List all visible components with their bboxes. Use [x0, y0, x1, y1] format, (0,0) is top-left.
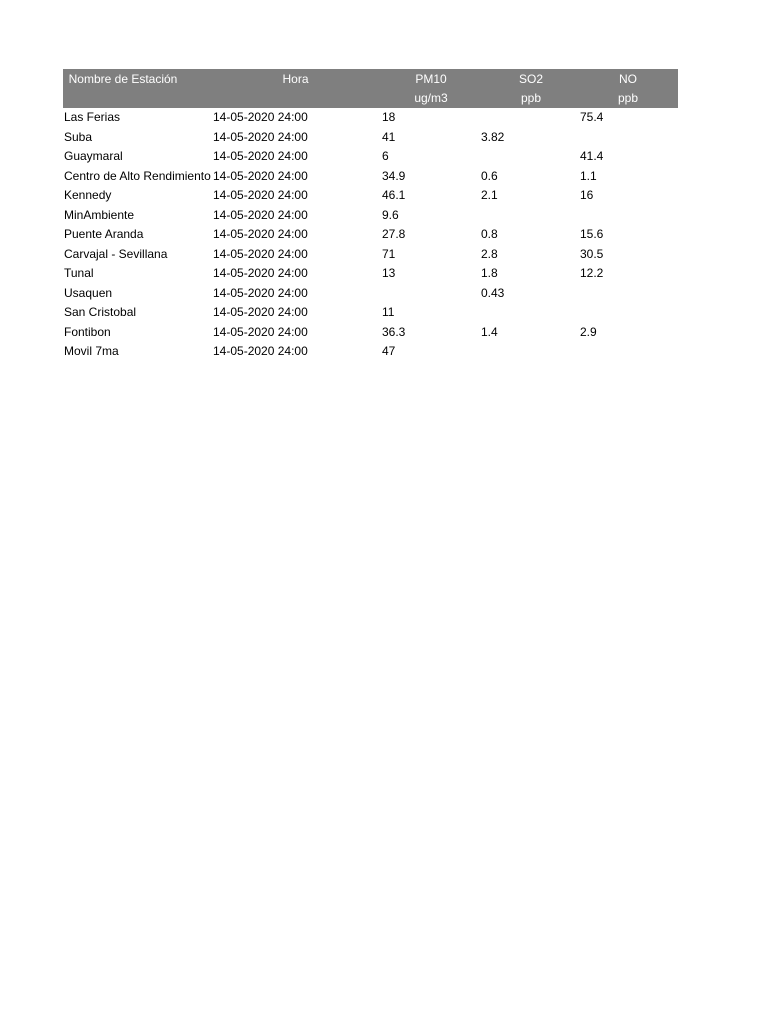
cell-hora: 14-05-2020 24:00: [213, 207, 308, 222]
table-row: [63, 323, 678, 343]
cell-so2: 0.8: [481, 227, 498, 241]
cell-so2: 1.8: [481, 266, 498, 280]
cell-pm10: 6: [382, 149, 389, 163]
header-so2-label: SO2: [518, 72, 543, 86]
header-pm10-label: PM10: [415, 72, 447, 86]
station-table: [63, 69, 678, 362]
cell-so2: 2.1: [481, 188, 498, 202]
cell-name: Suba: [64, 129, 93, 144]
cell-so2: 2.8: [481, 246, 498, 261]
table-row: [63, 108, 678, 128]
table-row: [63, 147, 678, 167]
table-row: [63, 284, 678, 304]
cell-name: Carvajal - Sevillana: [64, 246, 168, 261]
table-row: [63, 167, 678, 187]
cell-pm10: 11: [382, 305, 395, 319]
cell-so2: 0.6: [481, 168, 498, 183]
cell-pm10: 46.1: [382, 188, 406, 202]
cell-so2: 3.82: [481, 129, 505, 144]
cell-name: MinAmbiente: [64, 207, 135, 222]
table-row: [63, 245, 678, 265]
cell-hora: 14-05-2020 24:00: [213, 227, 308, 241]
table-body: [63, 108, 678, 362]
cell-hora: 14-05-2020 24:00: [213, 149, 308, 163]
cell-no: 41.4: [580, 149, 604, 163]
cell-no: 2.9: [580, 324, 597, 339]
cell-hora: 14-05-2020 24:00: [213, 110, 308, 124]
cell-hora: 14-05-2020 24:00: [213, 168, 308, 183]
cell-pm10: 9.6: [382, 207, 399, 222]
cell-no: 15.6: [580, 227, 604, 241]
cell-pm10: 34.9: [382, 168, 406, 183]
cell-hora: 14-05-2020 24:00: [213, 344, 308, 358]
header-so2-unit: ppb: [520, 91, 542, 105]
cell-no: 30.5: [580, 246, 604, 261]
cell-no: 1.1: [580, 168, 597, 183]
cell-pm10: 71: [382, 246, 396, 261]
cell-no: 75.4: [580, 110, 604, 124]
cell-so2: 0.43: [481, 285, 505, 300]
cell-hora: 14-05-2020 24:00: [213, 285, 308, 300]
cell-name: Fontibon: [64, 324, 111, 339]
header-pm10-unit: ug/m3: [414, 91, 448, 105]
cell-pm10: 36.3: [382, 324, 406, 339]
cell-hora: 14-05-2020 24:00: [213, 324, 308, 339]
cell-no: 16: [580, 188, 594, 202]
table-row: [63, 342, 678, 362]
cell-name: Centro de Alto Rendimiento: [64, 168, 211, 183]
header-station-name-label: Nombre de Estación: [68, 72, 178, 86]
cell-name: Kennedy: [64, 188, 112, 202]
table-row: [63, 128, 678, 148]
cell-name: Las Ferias: [64, 110, 121, 124]
cell-hora: 14-05-2020 24:00: [213, 188, 308, 202]
header-no-label: NO: [619, 72, 637, 86]
table-header: [63, 69, 678, 108]
header-no-unit: ppb: [617, 91, 639, 105]
table-row: [63, 225, 678, 245]
cell-hora: 14-05-2020 24:00: [213, 246, 308, 261]
cell-name: San Cristobal: [64, 305, 137, 319]
cell-hora: 14-05-2020 24:00: [213, 305, 308, 319]
header-hora-label: Hora: [282, 72, 309, 86]
table-row: [63, 303, 678, 323]
table-row: [63, 206, 678, 226]
table-row: [63, 264, 678, 284]
table-row: [63, 186, 678, 206]
cell-no: 12.2: [580, 266, 604, 280]
cell-pm10: 27.8: [382, 227, 406, 241]
cell-hora: 14-05-2020 24:00: [213, 266, 308, 280]
cell-name: Puente Aranda: [64, 227, 144, 241]
cell-name: Guaymaral: [64, 149, 123, 163]
cell-pm10: 41: [382, 129, 396, 144]
cell-hora: 14-05-2020 24:00: [213, 129, 308, 144]
cell-so2: 1.4: [481, 324, 498, 339]
cell-name: Tunal: [64, 266, 94, 280]
cell-pm10: 47: [382, 344, 396, 358]
cell-name: Movil 7ma: [64, 344, 119, 358]
cell-name: Usaquen: [64, 285, 113, 300]
cell-pm10: 13: [382, 266, 396, 280]
cell-pm10: 18: [382, 110, 396, 124]
